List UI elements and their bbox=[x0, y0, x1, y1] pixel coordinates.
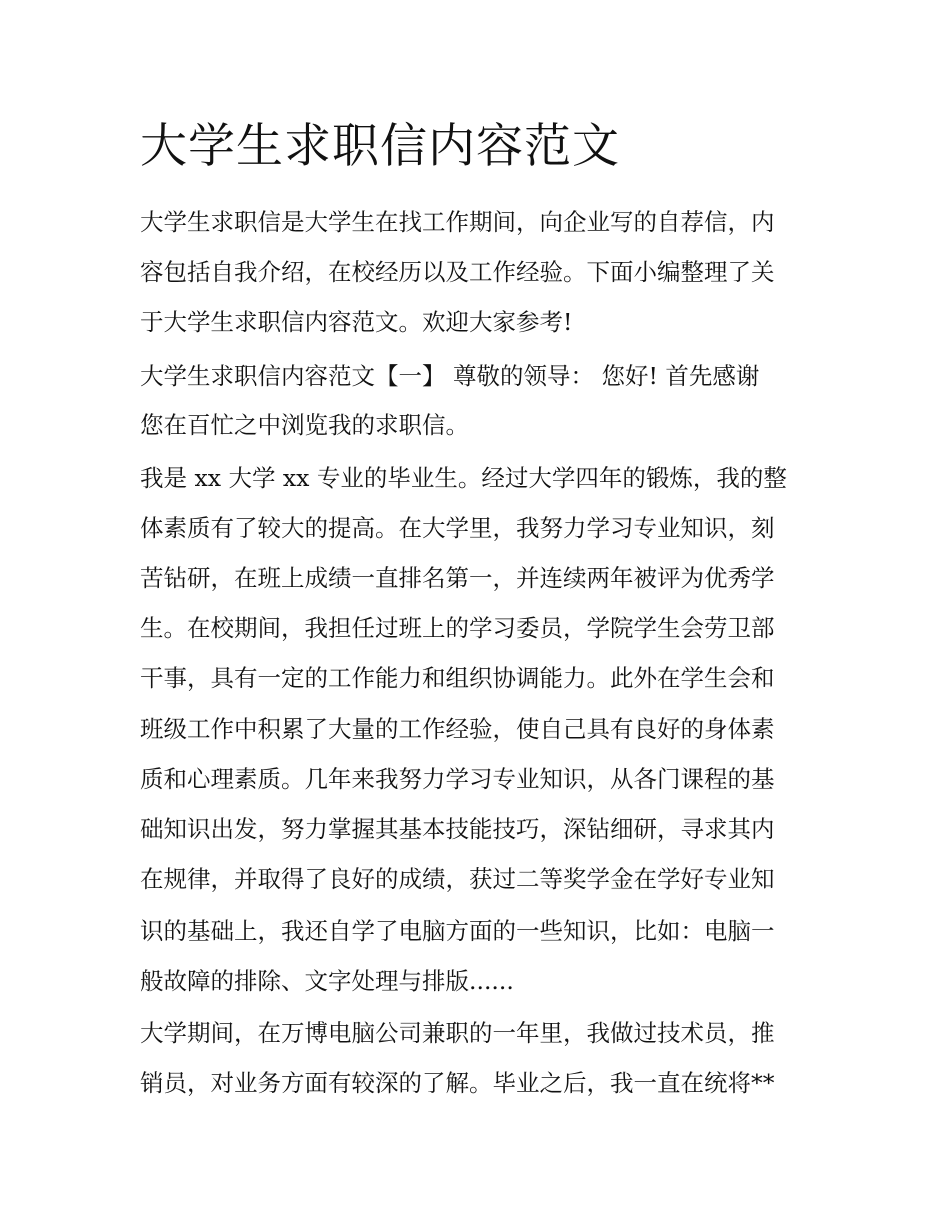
paragraph-line: 大学期间，在万博电脑公司兼职的一年里，我做过技术员，推 bbox=[140, 1019, 775, 1047]
paragraph-line: 生。在校期间，我担任过班上的学习委员，学院学生会劳卫部 bbox=[140, 614, 775, 642]
paragraph-line: 于大学生求职信内容范文。欢迎大家参考! bbox=[140, 308, 573, 336]
document-title: 大学生求职信内容范文 bbox=[140, 119, 620, 174]
paragraph-line: 识的基础上，我还自学了电脑方面的一些知识，比如：电脑一 bbox=[140, 917, 775, 945]
paragraph-line: 在规律，并取得了良好的成绩，获过二等奖学金在学好专业知 bbox=[140, 865, 775, 893]
paragraph-line: 苦钻研，在班上成绩一直排名第一，并连续两年被评为优秀学 bbox=[140, 564, 775, 592]
paragraph-line: 干事，具有一定的工作能力和组织协调能力。此外在学生会和 bbox=[140, 664, 775, 692]
paragraph-line: 大学生求职信是大学生在找工作期间，向企业写的自荐信，内 bbox=[140, 208, 775, 236]
paragraph-line: 班级工作中积累了大量的工作经验，使自己具有良好的身体素 bbox=[140, 715, 775, 743]
paragraph-line: 销员，对业务方面有较深的了解。毕业之后，我一直在统将** bbox=[140, 1069, 775, 1097]
paragraph-line: 大学生求职信内容范文【一】 尊敬的领导： 您好! 首先感谢 bbox=[140, 362, 760, 390]
paragraph-line: 质和心理素质。几年来我努力学习专业知识，从各门课程的基 bbox=[140, 765, 775, 793]
paragraph-line: 您在百忙之中浏览我的求职信。 bbox=[140, 411, 469, 439]
paragraph-line: 体素质有了较大的提高。在大学里，我努力学习专业知识，刻 bbox=[140, 514, 775, 542]
paragraph-line: 容包括自我介绍，在校经历以及工作经验。下面小编整理了关 bbox=[140, 258, 775, 286]
paragraph-line: 础知识出发，努力掌握其基本技能技巧，深钻细研，寻求其内 bbox=[140, 815, 775, 843]
paragraph-line: 我是 xx 大学 xx 专业的毕业生。经过大学四年的锻炼，我的整 bbox=[140, 464, 787, 492]
paragraph-line: 般故障的排除、文字处理与排版...... bbox=[140, 967, 514, 995]
